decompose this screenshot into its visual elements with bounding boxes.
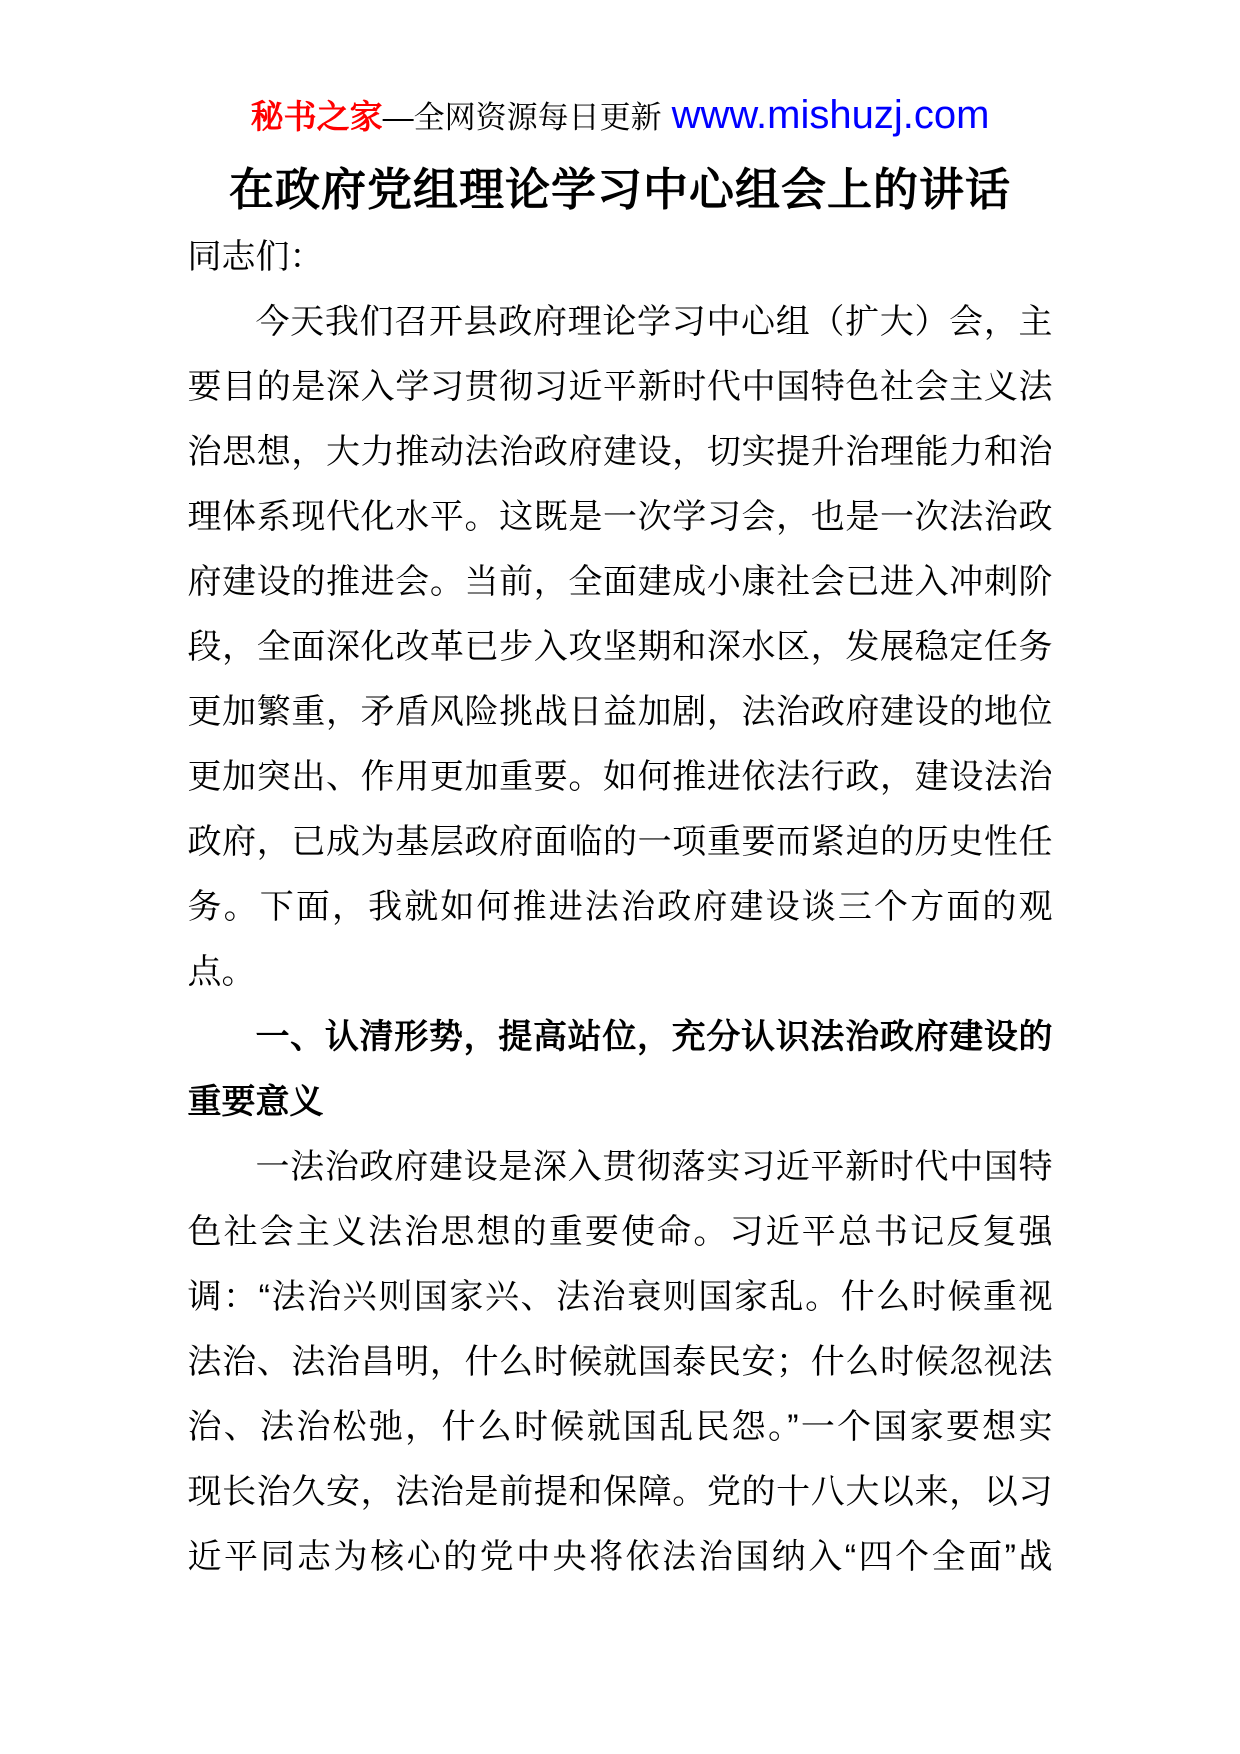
header-url-link[interactable]: www.mishuzj.com (671, 93, 990, 137)
site-header (0, 0, 1240, 136)
header-dash: — (382, 100, 414, 135)
body-line: 府建设的推进会。当前，全面建成小康社会已进入冲刺阶 (187, 563, 1053, 601)
body-line: 治、法治松弛，什么时候就国乱民怨。”一个国家要想实 (187, 1408, 1053, 1446)
body-line: 今天我们召开县政府理论学习中心组（扩大）会，主 (255, 303, 1053, 341)
document-title: 在政府党组理论学习中心组会上的讲话 (228, 164, 1011, 215)
body-line: 段，全面深化改革已步入攻坚期和深水区，发展稳定任务 (187, 628, 1053, 666)
section-heading-line: 重要意义 (187, 1083, 324, 1121)
header-tagline: 全网资源每日更新 (413, 100, 662, 135)
body-line: 政府，已成为基层政府面临的一项重要而紧迫的历史性任 (187, 823, 1053, 861)
document-body (188, 225, 1053, 1590)
body-line: 色社会主义法治思想的重要使命。习近平总书记反复强 (187, 1213, 1053, 1251)
body-line: 务。下面，我就如何推进法治政府建设谈三个方面的观 (187, 888, 1053, 926)
body-line-salutation: 同志们： (187, 238, 324, 276)
body-line: 更加突出、作用更加重要。如何推进依法行政，建设法治 (187, 758, 1053, 796)
site-name: 秘书之家 (250, 98, 383, 135)
body-line: 点。 (187, 953, 256, 991)
body-line: 法治、法治昌明，什么时候就国泰民安；什么时候忽视法 (187, 1343, 1053, 1381)
section-heading-line: 一、认清形势，提高站位，充分认识法治政府建设的 (255, 1018, 1053, 1056)
body-line: 一法治政府建设是深入贯彻落实习近平新时代中国特 (255, 1148, 1053, 1186)
body-line: 理体系现代化水平。这既是一次学习会，也是一次法治政 (187, 498, 1053, 536)
body-line: 治思想，大力推动法治政府建设，切实提升治理能力和治 (187, 433, 1053, 471)
body-line: 近平同志为核心的党中央将依法治国纳入“四个全面”战 (187, 1538, 1053, 1576)
body-line: 现长治久安，法治是前提和保障。党的十八大以来，以习 (187, 1473, 1053, 1511)
body-line: 要目的是深入学习贯彻习近平新时代中国特色社会主义法 (187, 368, 1053, 406)
body-line: 更加繁重，矛盾风险挑战日益加剧，法治政府建设的地位 (187, 693, 1053, 731)
body-line: 调：“法治兴则国家兴、法治衰则国家乱。什么时候重视 (187, 1278, 1053, 1316)
